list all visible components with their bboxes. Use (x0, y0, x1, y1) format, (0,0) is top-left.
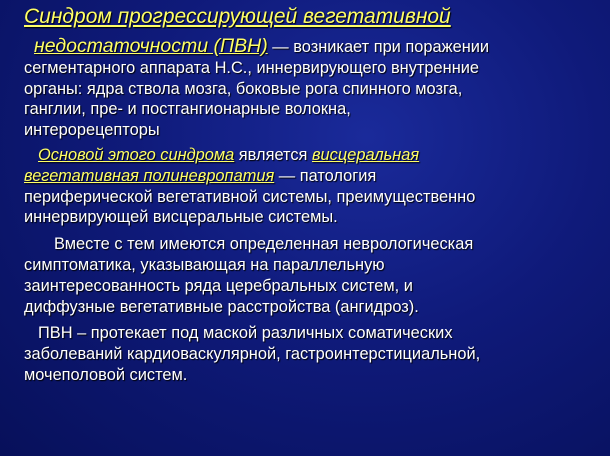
paragraph-symptoms (24, 234, 596, 317)
term-polyneuropathy: вегетативная полиневропатия (24, 166, 275, 185)
p2-line-2: вегетативная полиневропатия — патология (24, 166, 377, 185)
p3-line-3: заинтересованность ряда церебральных систем, и (24, 276, 413, 295)
p1-line-4: ганглии, пре- и постгангионарные волокна, (24, 100, 351, 119)
p4-line-2: заболеваний кардиоваскулярной, гастроинтерстициальной, (24, 345, 481, 364)
term-basis: Основой этого синдрома (38, 145, 235, 164)
paragraph-definition (24, 36, 596, 141)
p2-line-3: периферической вегетативной системы, преимущественно (24, 187, 476, 206)
p2-line-4: иннервирующей висцеральные системы. (24, 208, 338, 227)
p2-line-1: Основой этого синдрома является висцеральная (38, 145, 420, 164)
p3-line-4: диффузные вегетативные расстройства (ангидроз). (24, 297, 419, 316)
paragraph-mask (24, 323, 596, 385)
term-visceral: висцеральная (311, 145, 420, 164)
p1-line-1: недостаточности (ПВН) — возникает при поражении (34, 35, 490, 57)
p3-line-1: Вместе с тем имеются определенная неврологическая (54, 235, 474, 254)
p4-line-1: ПВН – протекает под маской различных соматических (38, 324, 453, 343)
term-pvn: недостаточности (ПВН) (34, 35, 268, 57)
p3-line-2: симптоматика, указывающая на параллельную (24, 255, 385, 274)
slide-title: Синдром прогрессирующей вегетативной (24, 5, 451, 28)
p4-line-3: мочеполовой систем. (24, 365, 188, 384)
p1-line-2: сегментарного аппарата Н.С., иннервирующего внутренние (24, 58, 480, 77)
paragraph-basis (24, 145, 596, 228)
p1-line-5: интерорецепторы (24, 121, 160, 140)
p1-line-3: органы: ядра ствола мозга, боковые рога спинного мозга, (24, 79, 463, 98)
